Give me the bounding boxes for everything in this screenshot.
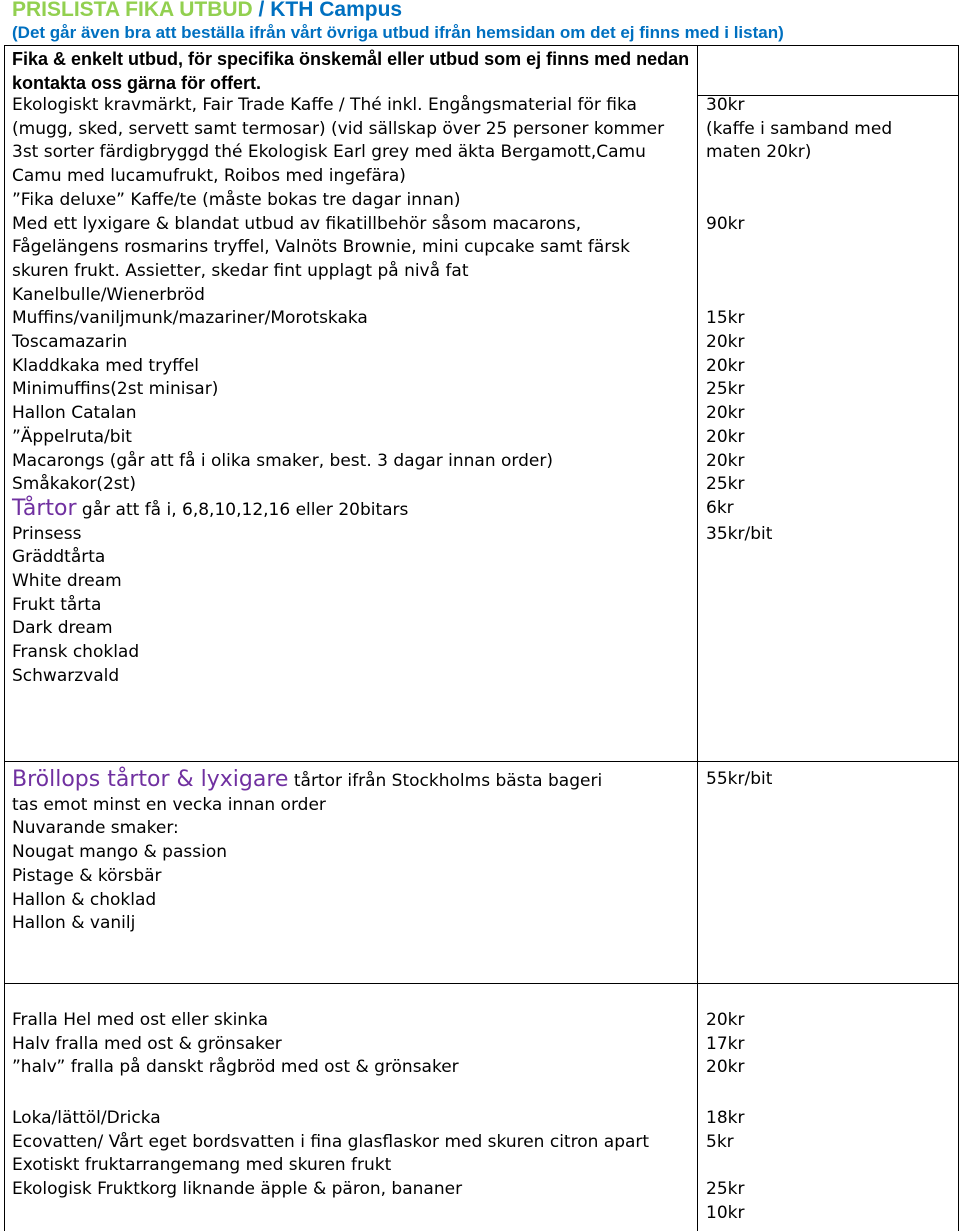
price: 15kr	[706, 308, 745, 329]
deluxe-title: ”Fika deluxe” Kaffe/te (måste bokas tre dagar innan)	[12, 189, 461, 210]
price: 20kr	[706, 450, 745, 471]
list-item: Halv fralla med ost & grönsaker	[12, 1033, 282, 1054]
list-item: Muffins/vaniljmunk/mazariner/Morotskaka	[12, 308, 368, 329]
price-list	[706, 94, 951, 546]
list-item: Toscamazarin	[12, 332, 128, 353]
drinks-prices	[706, 1107, 744, 1226]
cake-item: Gräddtårta	[12, 547, 106, 568]
wedding-subtitle: tårtor ifrån Stockholms bästa bageri	[288, 771, 603, 791]
page-title	[12, 0, 402, 22]
cake-item: White dream	[12, 571, 122, 592]
title-separator: /	[252, 0, 271, 21]
wedding-flavors-label: Nuvarande smaker:	[12, 818, 179, 839]
offer-notice: Fika & enkelt utbud, för specifika önskemål eller utbud som ej finns med nedan kontakta oss gärna för offert.	[12, 49, 690, 93]
menu-list	[12, 94, 692, 689]
sandwich-list	[12, 1009, 692, 1080]
list-item: Kladdkaka med tryffel	[12, 355, 200, 376]
price: 20kr	[706, 332, 745, 352]
flavor-item: Nougat mango & passion	[12, 842, 227, 863]
deluxe-description: Med ett lyxigare & blandat utbud av fikatillbehör såsom macarons, Fågelängens rosmarins tryffel, Valnöts Brownie, mini cupcake samt färsk skuren frukt. Assietter, skedar fint upplagt på nivå fat	[12, 213, 630, 281]
cakes-title: Tårtor	[12, 495, 77, 521]
flavor-item: Hallon & choklad	[12, 889, 157, 910]
list-item: Ecovatten/ Vårt eget bordsvatten i fina glasflaskor med skuren citron apart	[12, 1131, 650, 1152]
drinks-list	[12, 1107, 692, 1202]
list-item: Fralla Hel med ost eller skinka	[12, 1010, 269, 1030]
cake-item: Prinsess	[12, 523, 82, 544]
sandwich-prices	[706, 1009, 744, 1080]
price: 25kr	[706, 474, 745, 495]
table-top-border	[4, 45, 958, 46]
row-divider-after-cakes	[4, 761, 958, 762]
price: 6kr	[706, 497, 734, 518]
title-part-1: PRISLISTA FIKA UTBUD	[12, 0, 253, 21]
price: 25kr	[706, 1179, 745, 1200]
cakes-heading	[12, 497, 692, 523]
list-item: Hallon Catalan	[12, 403, 137, 424]
wedding-heading	[12, 768, 692, 794]
flavor-item: Hallon & vanilj	[12, 913, 136, 934]
price: 17kr	[706, 1033, 745, 1054]
cake-item: Frukt tårta	[12, 594, 102, 615]
flavor-item: Pistage & körsbär	[12, 865, 162, 886]
title-part-2: KTH Campus	[270, 0, 403, 21]
price: 18kr	[706, 1108, 745, 1128]
wedding-title: Bröllops tårtor & lyxigare	[12, 767, 289, 792]
list-item: ”halv” fralla på danskt rågbröd med ost & grönsaker	[12, 1057, 459, 1078]
row-divider-after-wedding	[4, 983, 958, 984]
price: 20kr	[706, 1010, 745, 1030]
basic-package-price: 30kr	[706, 95, 745, 115]
table-left-border	[4, 45, 5, 1231]
cake-item: Dark dream	[12, 618, 113, 639]
price: 5kr	[706, 1131, 734, 1152]
cakes-subtitle: går att få i, 6,8,10,12,16 eller 20bitars	[76, 499, 409, 520]
cake-item: Schwarzvald	[12, 665, 120, 686]
list-item: Exotiskt fruktarrangemang med skuren frukt	[12, 1155, 392, 1176]
cake-item: Fransk choklad	[12, 642, 140, 663]
cakes-price: 35kr/bit	[706, 523, 773, 544]
deluxe-price: 90kr	[706, 213, 745, 234]
list-item: Kanelbulle/Wienerbröd	[12, 284, 205, 305]
list-item: Minimuffins(2st minisar)	[12, 379, 219, 400]
wedding-cakes	[12, 768, 692, 936]
basic-package-price-note: (kaffe i samband med maten 20kr)	[706, 118, 893, 163]
wedding-price: 55kr/bit	[706, 769, 773, 789]
price: 20kr	[706, 426, 745, 447]
price: 20kr	[706, 403, 745, 424]
list-item: ”Äppelruta/bit	[12, 426, 132, 447]
price: 25kr	[706, 379, 745, 400]
basic-package-description: Ekologiskt kravmärkt, Fair Trade Kaffe / Thé inkl. Engångsmaterial för fika (mugg, sked, servett samt termosar) (vid sällskap över 25 personer kommer 3st sorter färdigbryggd thé Ekologisk Earl grey med äkta Bergamott,Camu Camu med lucamufrukt, Roibos med ingefära)	[12, 95, 665, 187]
list-item: Småkakor(2st)	[12, 474, 136, 495]
list-item: Ekologisk Fruktkorg liknande äpple & päron, bananer	[12, 1179, 463, 1200]
column-divider	[697, 45, 698, 1231]
price: 10kr	[706, 1202, 745, 1223]
price: 20kr	[706, 355, 745, 376]
page-subtitle: (Det går även bra att beställa ifrån vårt övriga utbud ifrån hemsidan om det ej finns med i listan)	[12, 23, 784, 42]
list-item: Macarongs (går att få i olika smaker, best. 3 dagar innan order)	[12, 450, 553, 471]
price: 20kr	[706, 1057, 745, 1078]
list-item: Loka/lättöl/Dricka	[12, 1108, 161, 1128]
wedding-order-note: tas emot minst en vecka innan order	[12, 794, 326, 815]
table-right-border	[958, 45, 959, 1231]
